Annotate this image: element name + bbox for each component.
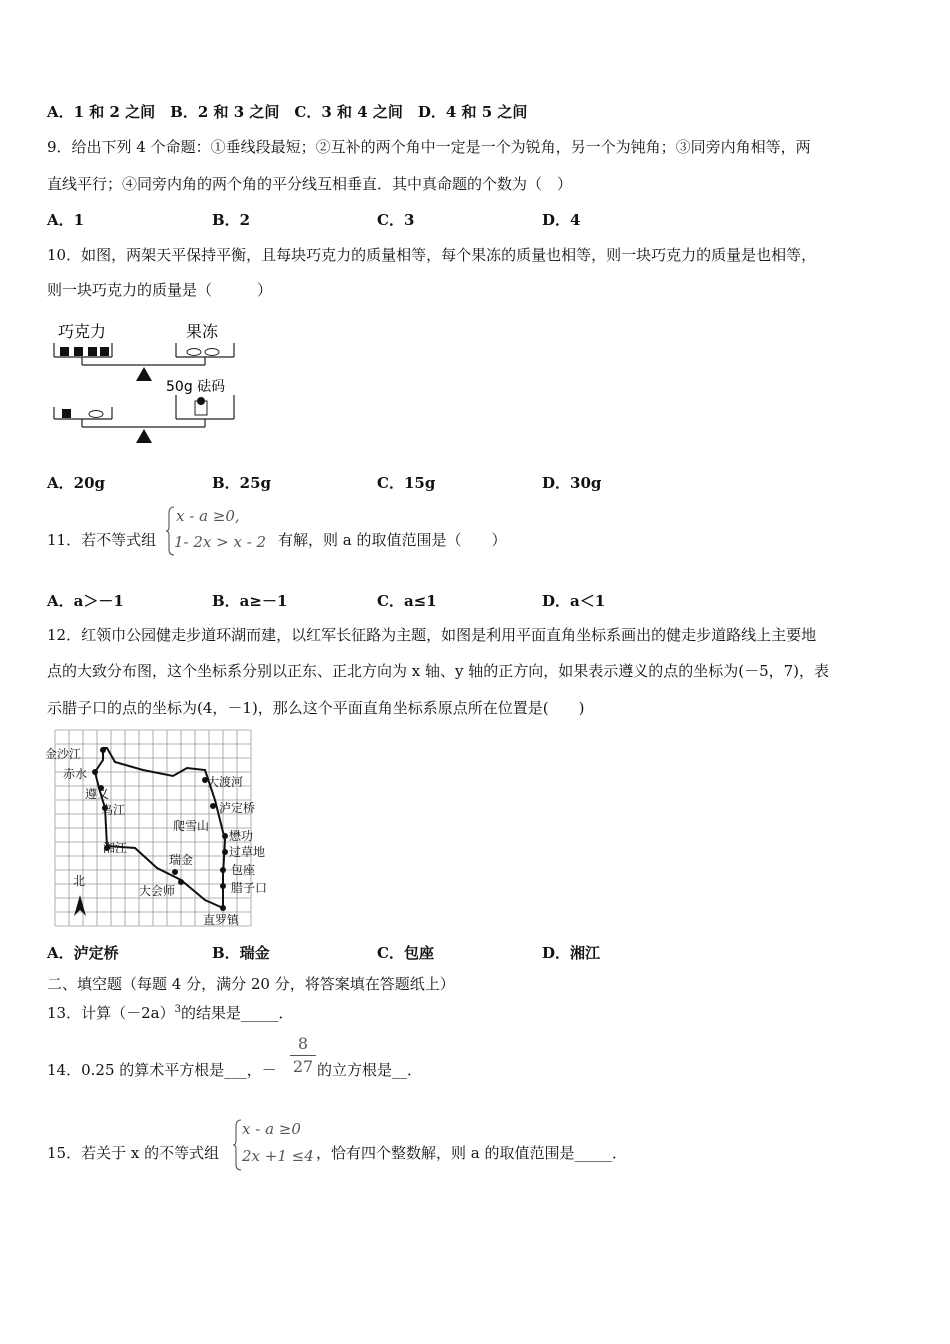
balance-figure (50, 315, 250, 450)
q14-numerator: 8 (297, 1034, 309, 1053)
q14-suffix: 的立方根是__． (317, 1061, 423, 1079)
place-dahuishi: 大会师 (139, 884, 176, 898)
q15-system-row2: 2x +1 ≤4 (242, 1147, 314, 1165)
q11-inequality-system (166, 505, 278, 557)
top-balance (54, 343, 234, 381)
fulcrum-icon (136, 429, 152, 443)
place-xiangjiang: 湘江 (103, 841, 128, 855)
chocolate-icon (100, 347, 109, 356)
q9-option-a: A．1 (47, 211, 85, 229)
q11-option-a: A．a＞－1 (47, 592, 124, 610)
q9-option-d: D．4 (542, 211, 581, 229)
q12-line2: 点的大致分布图，这个坐标系分别以正东、正北方向为 x 轴、y 轴的正方向，如果表示遵义的点的坐标为(－5，7)，表 (47, 662, 830, 680)
q10-option-c: C．15g (377, 474, 436, 492)
jelly-icon (89, 411, 103, 418)
q9-option-b: B．2 (212, 211, 251, 229)
q9-line2: 直线平行；④同旁内角的两个角的平分线互相垂直．其中真命题的个数为（ ） (47, 175, 573, 193)
chocolate-icon (62, 409, 71, 418)
q13-suffix: 的结果是_____． (180, 1004, 294, 1022)
weight-label: 50g 砝码 (166, 379, 226, 395)
jelly-icon (205, 349, 219, 356)
q10-option-a: A．20g (47, 474, 106, 492)
q12-option-d: D．湘江 (542, 944, 601, 962)
q13-prefix: 13．计算（－2a） (47, 1004, 175, 1022)
q11-system-row2: 1- 2x > x - 2 (174, 533, 267, 551)
q15-suffix: ，恰有四个整数解，则 a 的取值范围是_____． (316, 1144, 627, 1162)
q8-options: A．1 和 2 之间 B．2 和 3 之间 C．3 和 4 之间 D．4 和 5 之间 (47, 103, 528, 121)
q13-question (47, 1000, 293, 1023)
q11-prefix: 11．若不等式组 (47, 531, 157, 549)
fulcrum-icon (136, 367, 152, 381)
q15-prefix: 15．若关于 x 的不等式组 (47, 1144, 220, 1162)
q14-denominator: 27 (290, 1055, 316, 1076)
place-maogong: 懋功 (229, 829, 254, 843)
north-label: 北 (73, 874, 86, 888)
place-wujiang: 乌江 (101, 803, 126, 817)
place-ruijin: 瑞金 (169, 853, 194, 867)
q11-suffix: 有解，则 a 的取值范围是（ ） (278, 531, 507, 549)
q14-prefix: 14．0.25 的算术平方根是___，－ (47, 1061, 277, 1079)
bottom-balance (54, 395, 234, 443)
jelly-label: 果冻 (186, 322, 219, 341)
place-paxueshan: 爬雪山 (173, 819, 210, 833)
section2-heading: 二、填空题（每题 4 分，满分 20 分，将答案填在答题纸上） (47, 975, 455, 993)
q11-system-row1: x - a ≥0, (176, 507, 240, 525)
q15-system-row1: x - a ≥0 (242, 1120, 301, 1138)
chocolate-label: 巧克力 (58, 322, 107, 341)
q11-option-b: B．a≥－1 (212, 592, 288, 610)
q11-option-c: C．a≤1 (377, 592, 437, 610)
q9-line1: 9．给出下列 4 个命题：①垂线段最短；②互补的两个角中一定是一个为锐角，另一个为钝角；③同旁内角相等，两 (47, 138, 811, 156)
chocolate-icon (88, 347, 97, 356)
q14-fraction (290, 1034, 316, 1076)
q12-option-a: A．泸定桥 (47, 944, 119, 962)
q12-line3: 示腊子口的点的坐标为(4，－1)，那么这个平面直角坐标系原点所在位置是( ) (47, 699, 585, 717)
q10-line1: 10．如图，两架天平保持平衡，且每块巧克力的质量相等，每个果冻的质量也相等，则一块巧克力的质量是也相等， (47, 246, 817, 264)
q10-option-d: D．30g (542, 474, 602, 492)
q12-option-b: B．瑞金 (212, 944, 270, 962)
jelly-icon (187, 349, 201, 356)
q13-exponent: 3 (174, 1004, 181, 1015)
q12-line1: 12．红领巾公园健走步道环湖而建，以红军长征路为主题，如图是利用平面直角坐标系画出的健走步道路线上主要地 (47, 626, 817, 644)
q11-option-d: D．a＜1 (542, 592, 606, 610)
place-chishui: 赤水 (63, 767, 88, 781)
chocolate-icon (60, 347, 69, 356)
place-zunyi: 遵义 (85, 787, 110, 801)
place-guocaodi: 过草地 (229, 845, 266, 859)
place-lazikou: 腊子口 (231, 881, 268, 895)
place-daduhe: 大渡河 (207, 775, 244, 789)
q9-option-c: C．3 (377, 211, 415, 229)
place-ludingqiao: 泸定桥 (219, 801, 256, 815)
chocolate-icon (74, 347, 83, 356)
q12-option-c: C．包座 (377, 944, 434, 962)
q10-line2: 则一块巧克力的质量是（ ） (47, 281, 273, 299)
q15-inequality-system (233, 1118, 321, 1172)
place-baozuo: 包座 (231, 863, 256, 877)
q10-option-b: B．25g (212, 474, 272, 492)
place-zhiluozhen: 直罗镇 (203, 913, 240, 927)
place-jinshajiang: 金沙江 (45, 747, 82, 761)
long-march-map (45, 730, 268, 928)
